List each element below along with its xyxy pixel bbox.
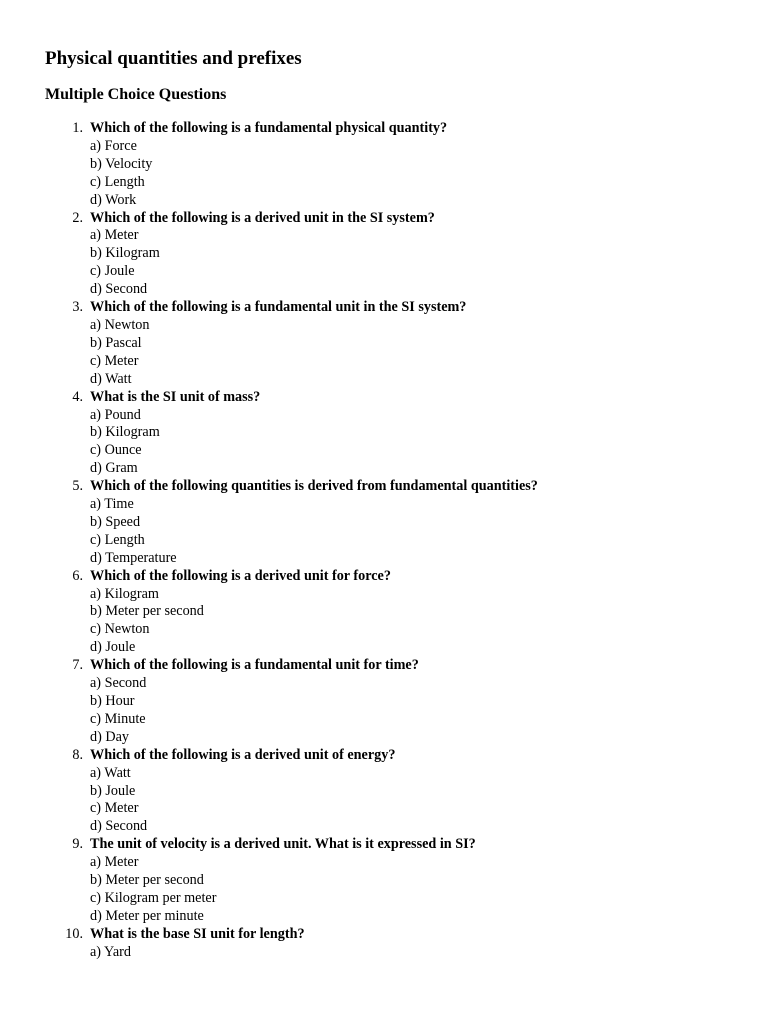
answer-option: b) Meter per second <box>90 603 204 620</box>
page-title: Physical quantities and prefixes <box>45 48 302 69</box>
question-item <box>45 657 768 747</box>
answer-option: a) Meter <box>90 854 139 871</box>
answer-option: b) Kilogram <box>90 245 160 262</box>
question-number: 3. <box>72 299 83 316</box>
answer-option: c) Meter <box>90 800 139 817</box>
question-number: 6. <box>72 567 83 584</box>
question-item <box>45 836 768 926</box>
section-title: Multiple Choice Questions <box>45 86 227 103</box>
answer-option: d) Joule <box>90 639 136 656</box>
question-item <box>45 210 768 300</box>
question-text: Which of the following is a fundamental physical quantity? <box>90 120 448 136</box>
answer-option: c) Kilogram per meter <box>90 889 217 906</box>
question-number: 5. <box>72 478 83 495</box>
answer-option: a) Time <box>90 496 134 513</box>
question-item <box>45 568 768 658</box>
answer-option: c) Ounce <box>90 442 142 459</box>
answer-option: c) Meter <box>90 352 139 369</box>
answer-option: d) Gram <box>90 460 138 477</box>
question-item <box>45 389 768 479</box>
answer-option: a) Meter <box>90 227 139 244</box>
question-number: 8. <box>72 746 83 763</box>
question-number: 7. <box>72 657 83 674</box>
question-text: What is the base SI unit for length? <box>90 925 305 942</box>
question-number: 9. <box>72 836 83 853</box>
question-text: Which of the following quantities is derived from fundamental quantities? <box>90 478 538 495</box>
answer-option: d) Day <box>90 728 130 745</box>
answer-option: a) Kilogram <box>90 585 159 602</box>
question-number: 4. <box>72 388 83 405</box>
answer-option: b) Velocity <box>90 155 153 172</box>
answer-option: b) Meter per second <box>90 872 204 889</box>
answer-option: c) Length <box>90 173 145 190</box>
answer-option: a) Newton <box>90 316 150 333</box>
answer-option: c) Length <box>90 531 145 548</box>
answer-option: a) Force <box>90 137 137 154</box>
question-text: Which of the following is a derived unit of energy? <box>90 746 396 763</box>
question-text: Which of the following is a fundamental unit in the SI system? <box>90 299 467 316</box>
answer-option: b) Speed <box>90 513 141 530</box>
question-item <box>45 120 768 210</box>
answer-option: c) Joule <box>90 263 135 280</box>
question-number: 1. <box>72 120 83 136</box>
question-list <box>45 120 768 962</box>
question-text: What is the SI unit of mass? <box>90 388 261 405</box>
answer-option: c) Minute <box>90 710 146 727</box>
question-number: 2. <box>72 209 83 226</box>
answer-option: a) Second <box>90 675 147 692</box>
question-item <box>45 747 768 837</box>
answer-option: a) Yard <box>90 943 131 960</box>
answer-option: d) Second <box>90 281 148 298</box>
question-text: Which of the following is a derived unit in the SI system? <box>90 209 435 226</box>
answer-option: d) Second <box>90 818 148 835</box>
answer-option: d) Watt <box>90 370 132 387</box>
answer-option: c) Newton <box>90 621 150 638</box>
answer-option: b) Joule <box>90 782 136 799</box>
answer-option: d) Work <box>90 191 137 208</box>
answer-option: d) Meter per minute <box>90 907 204 924</box>
question-text: Which of the following is a fundamental unit for time? <box>90 657 419 674</box>
question-text: The unit of velocity is a derived unit. What is it expressed in SI? <box>90 836 476 853</box>
question-item <box>45 478 768 568</box>
answer-option: a) Pound <box>90 406 141 423</box>
answer-option: b) Hour <box>90 693 135 709</box>
question-number: 10. <box>65 925 83 942</box>
answer-option: b) Kilogram <box>90 424 160 441</box>
question-item <box>45 299 768 389</box>
answer-option: a) Watt <box>90 764 131 781</box>
question-item <box>45 926 768 962</box>
answer-option: d) Temperature <box>90 549 177 566</box>
answer-option: b) Pascal <box>90 334 142 351</box>
question-text: Which of the following is a derived unit for force? <box>90 567 391 584</box>
